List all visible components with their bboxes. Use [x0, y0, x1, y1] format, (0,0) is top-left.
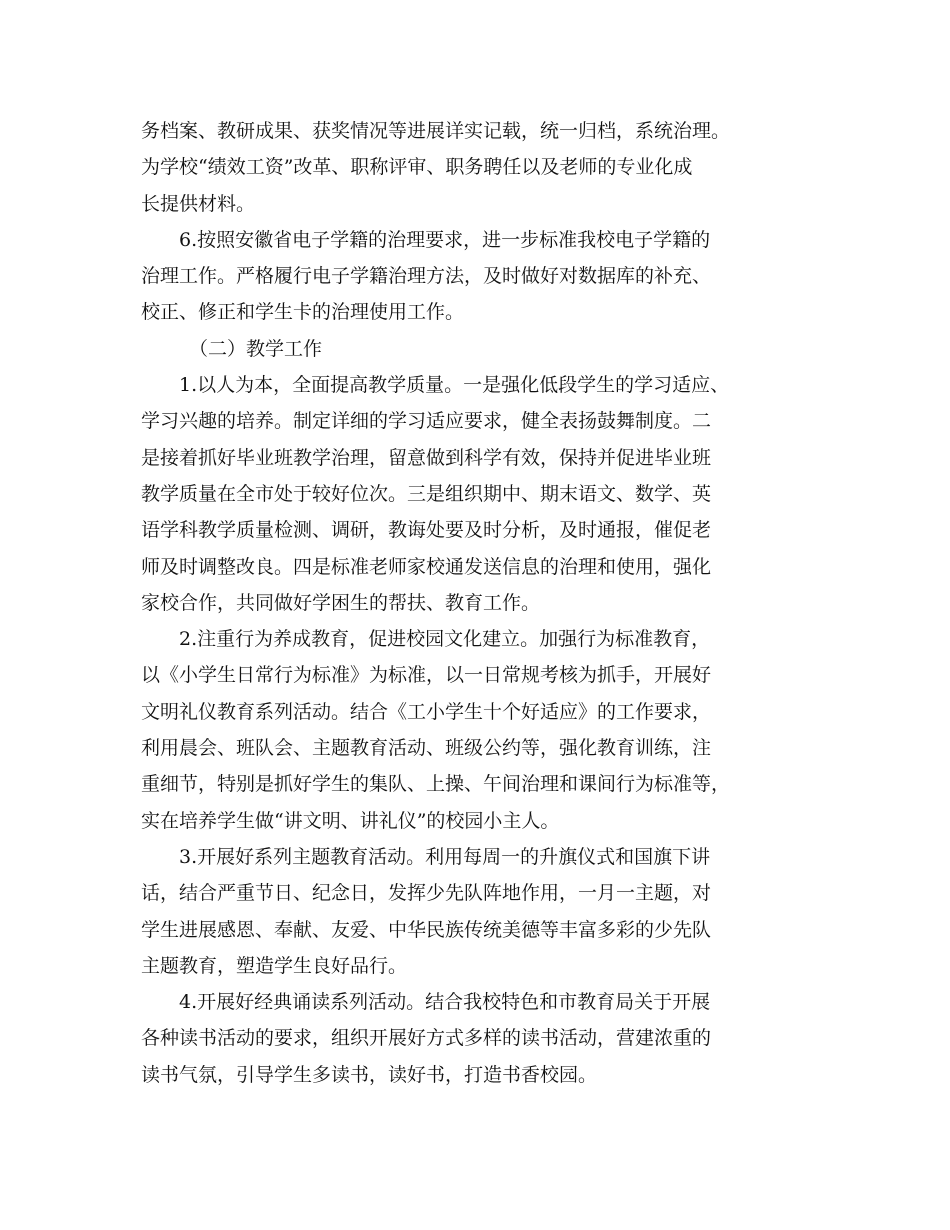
paragraph-line: 学习兴趣的培养。制定详细的学习适应要求，健全表扬鼓舞制度。二 — [141, 410, 712, 433]
paragraph-line: 1.以人为本，全面提高教学质量。一是强化低段学生的学习适应、 — [179, 374, 730, 397]
paragraph-line: 师及时调整改良。四是标准老师家校通发送信息的治理和使用，强化 — [141, 555, 712, 578]
paragraph-line: 文明礼仪教育系列活动。结合《工小学生十个好适应》的工作要求， — [141, 700, 712, 723]
section-heading: （二）教学工作 — [189, 337, 323, 360]
paragraph-line: 务档案、教研成果、获奖情况等进展详实记载，统一归档，系统治理。 — [141, 120, 731, 142]
paragraph-line: 为学校“绩效工资”改革、职称评审、职务聘任以及老师的专业化成 — [141, 156, 693, 179]
document-body — [141, 113, 841, 1093]
paragraph-line: 2.注重行为养成教育，促进校园文化建立。加强行为标准教育， — [179, 628, 711, 651]
paragraph-line: 4.开展好经典诵读系列活动。结合我校特色和市教育局关于开展 — [179, 991, 711, 1014]
paragraph-line: 主题教育，塑造学生良好品行。 — [141, 954, 408, 977]
paragraph-line: 3.开展好系列主题教育活动。利用每周一的升旗仪式和国旗下讲 — [179, 845, 711, 868]
paragraph-line: 各种读书活动的要求，组织开展好方式多样的读书活动，营建浓重的 — [141, 1027, 712, 1050]
paragraph-line: 利用晨会、班队会、主题教育活动、班级公约等，强化教育训练，注 — [141, 737, 712, 760]
paragraph-line: 教学质量在全市处于较好位次。三是组织期中、期末语文、数学、英 — [141, 482, 712, 505]
paragraph-line: 实在培养学生做“讲文明、讲礼仪”的校园小主人。 — [141, 809, 560, 832]
paragraph-line: 是接着抓好毕业班教学治理，留意做到科学有效，保持并促进毕业班 — [141, 446, 712, 469]
paragraph-line: 家校合作，共同做好学困生的帮扶、教育工作。 — [141, 591, 541, 614]
paragraph-line: 6.按照安徽省电子学籍的治理要求，进一步标准我校电子学籍的 — [179, 228, 711, 251]
paragraph-line: 话，结合严重节日、纪念日，发挥少先队阵地作用，一月一主题，对 — [141, 882, 712, 905]
paragraph-line: 学生进展感恩、奉献、友爱、中华民族传统美德等丰富多彩的少先队 — [141, 918, 712, 941]
paragraph-line: 治理工作。严格履行电子学籍治理方法，及时做好对数据库的补充、 — [141, 265, 712, 288]
paragraph-line: 重细节，特别是抓好学生的集队、上操、午间治理和课间行为标准等， — [141, 773, 731, 796]
paragraph-line: 读书气氛，引导学生多读书，读好书，打造书香校园。 — [141, 1063, 598, 1086]
paragraph-line: 长提供材料。 — [141, 192, 256, 215]
paragraph-line: 校正、修正和学生卡的治理使用工作。 — [141, 301, 465, 324]
paragraph-line: 语学科教学质量检测、调研，教诲处要及时分析，及时通报，催促老 — [141, 519, 712, 542]
paragraph-line: 以《小学生日常行为标准》为标准，以一日常规考核为抓手，开展好 — [141, 664, 712, 687]
